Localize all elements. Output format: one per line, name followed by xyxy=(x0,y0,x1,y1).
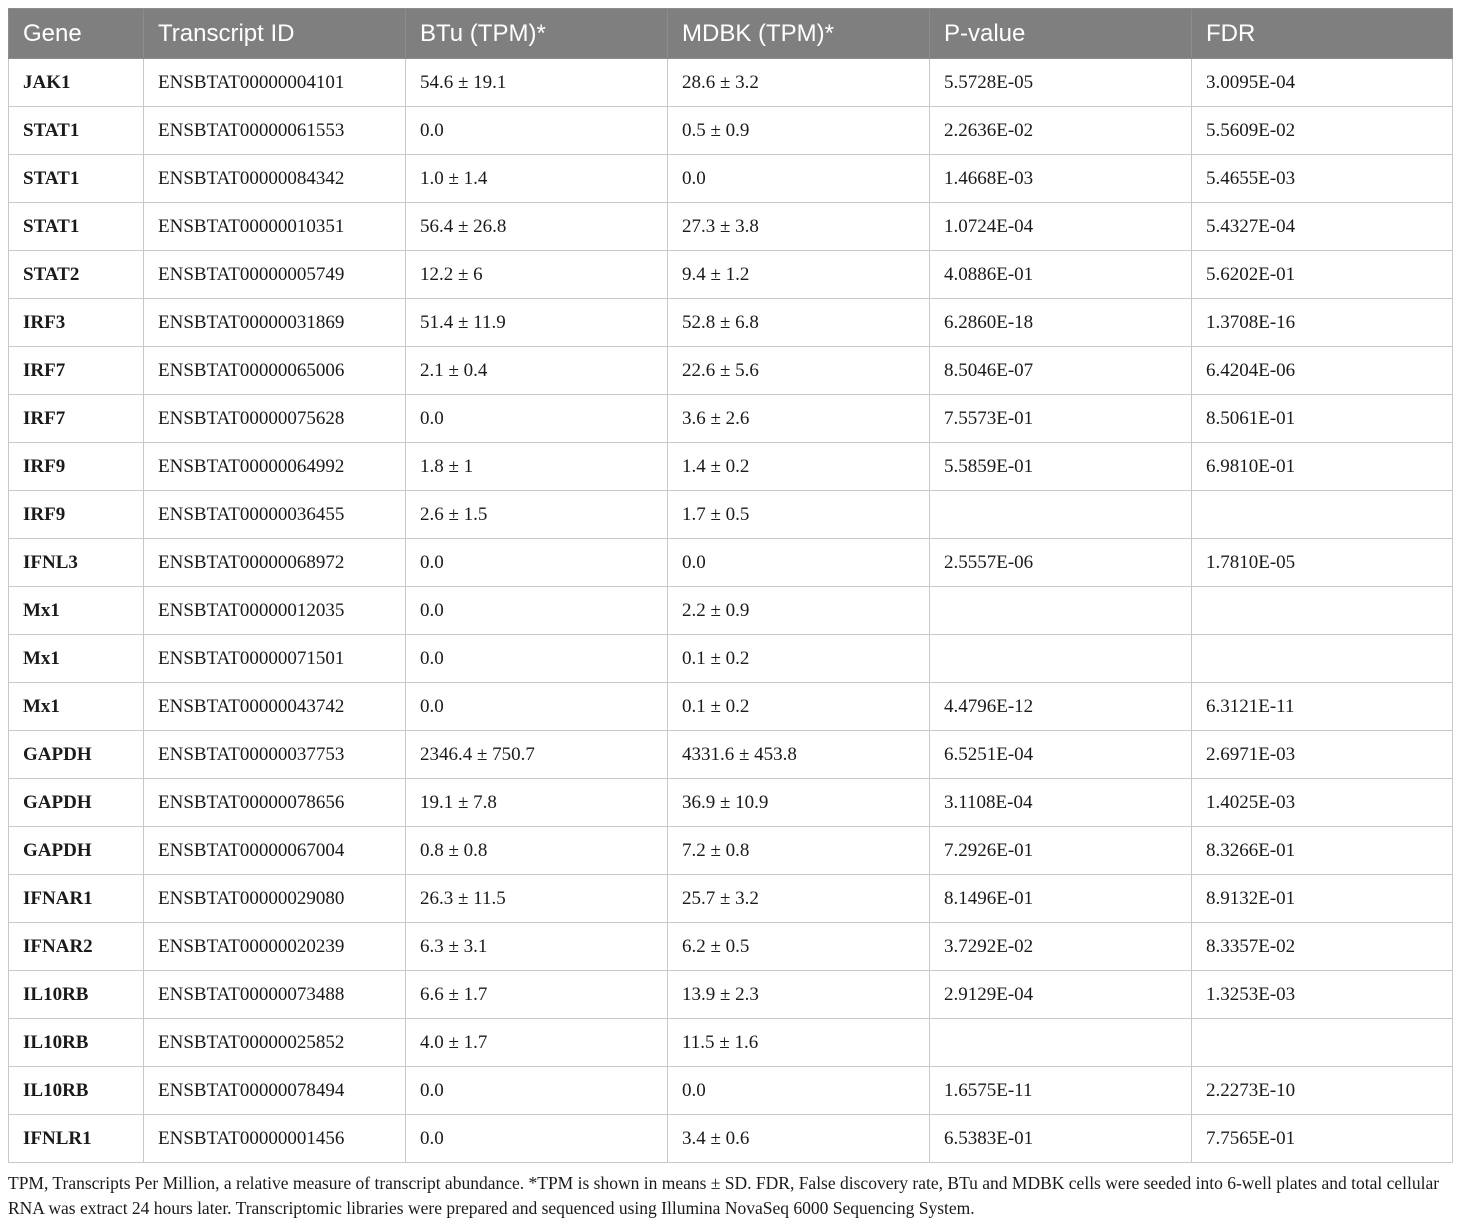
p-value-cell: 1.4668E-03 xyxy=(930,155,1192,203)
header-btu-tpm: BTu (TPM)* xyxy=(406,9,668,59)
fdr-cell xyxy=(1192,491,1453,539)
fdr-cell: 8.3357E-02 xyxy=(1192,923,1453,971)
btu-tpm-cell: 0.0 xyxy=(406,683,668,731)
header-fdr: FDR xyxy=(1192,9,1453,59)
btu-tpm-cell: 51.4 ± 11.9 xyxy=(406,299,668,347)
header-row xyxy=(9,9,1453,59)
table-row xyxy=(9,875,1453,923)
p-value-cell: 5.5859E-01 xyxy=(930,443,1192,491)
p-value-cell: 2.5557E-06 xyxy=(930,539,1192,587)
transcript-id-cell: ENSBTAT00000071501 xyxy=(144,635,406,683)
gene-cell: Mx1 xyxy=(9,635,144,683)
mdbk-tpm-cell: 1.7 ± 0.5 xyxy=(668,491,930,539)
gene-cell: IRF7 xyxy=(9,347,144,395)
gene-cell: IFNAR2 xyxy=(9,923,144,971)
p-value-cell: 8.1496E-01 xyxy=(930,875,1192,923)
btu-tpm-cell: 12.2 ± 6 xyxy=(406,251,668,299)
p-value-cell: 4.0886E-01 xyxy=(930,251,1192,299)
p-value-cell: 6.2860E-18 xyxy=(930,299,1192,347)
fdr-cell: 6.9810E-01 xyxy=(1192,443,1453,491)
p-value-cell: 6.5251E-04 xyxy=(930,731,1192,779)
fdr-cell: 8.5061E-01 xyxy=(1192,395,1453,443)
fdr-cell xyxy=(1192,587,1453,635)
gene-cell: IL10RB xyxy=(9,1067,144,1115)
transcript-id-cell: ENSBTAT00000005749 xyxy=(144,251,406,299)
transcript-id-cell: ENSBTAT00000064992 xyxy=(144,443,406,491)
fdr-cell: 5.4655E-03 xyxy=(1192,155,1453,203)
btu-tpm-cell: 19.1 ± 7.8 xyxy=(406,779,668,827)
table-row xyxy=(9,299,1453,347)
gene-cell: IRF9 xyxy=(9,491,144,539)
mdbk-tpm-cell: 3.4 ± 0.6 xyxy=(668,1115,930,1163)
fdr-cell: 1.4025E-03 xyxy=(1192,779,1453,827)
btu-tpm-cell: 2.1 ± 0.4 xyxy=(406,347,668,395)
mdbk-tpm-cell: 27.3 ± 3.8 xyxy=(668,203,930,251)
table-row xyxy=(9,971,1453,1019)
gene-cell: Mx1 xyxy=(9,683,144,731)
gene-cell: Mx1 xyxy=(9,587,144,635)
table-row xyxy=(9,251,1453,299)
transcript-id-cell: ENSBTAT00000025852 xyxy=(144,1019,406,1067)
p-value-cell: 8.5046E-07 xyxy=(930,347,1192,395)
transcript-id-cell: ENSBTAT00000001456 xyxy=(144,1115,406,1163)
mdbk-tpm-cell: 11.5 ± 1.6 xyxy=(668,1019,930,1067)
fdr-cell xyxy=(1192,1019,1453,1067)
fdr-cell: 5.5609E-02 xyxy=(1192,107,1453,155)
mdbk-tpm-cell: 2.2 ± 0.9 xyxy=(668,587,930,635)
table-row xyxy=(9,539,1453,587)
btu-tpm-cell: 2346.4 ± 750.7 xyxy=(406,731,668,779)
btu-tpm-cell: 0.0 xyxy=(406,539,668,587)
data-table xyxy=(8,8,1453,1163)
fdr-cell: 1.3708E-16 xyxy=(1192,299,1453,347)
transcript-id-cell: ENSBTAT00000073488 xyxy=(144,971,406,1019)
mdbk-tpm-cell: 52.8 ± 6.8 xyxy=(668,299,930,347)
transcript-id-cell: ENSBTAT00000043742 xyxy=(144,683,406,731)
gene-cell: IFNLR1 xyxy=(9,1115,144,1163)
mdbk-tpm-cell: 4331.6 ± 453.8 xyxy=(668,731,930,779)
table-body xyxy=(9,59,1453,1163)
fdr-cell: 7.7565E-01 xyxy=(1192,1115,1453,1163)
mdbk-tpm-cell: 13.9 ± 2.3 xyxy=(668,971,930,1019)
gene-cell: IFNAR1 xyxy=(9,875,144,923)
transcript-id-cell: ENSBTAT00000037753 xyxy=(144,731,406,779)
transcript-id-cell: ENSBTAT00000084342 xyxy=(144,155,406,203)
mdbk-tpm-cell: 3.6 ± 2.6 xyxy=(668,395,930,443)
table-row xyxy=(9,587,1453,635)
header-p-value: P-value xyxy=(930,9,1192,59)
fdr-cell: 6.3121E-11 xyxy=(1192,683,1453,731)
transcript-id-cell: ENSBTAT00000036455 xyxy=(144,491,406,539)
btu-tpm-cell: 6.3 ± 3.1 xyxy=(406,923,668,971)
p-value-cell: 5.5728E-05 xyxy=(930,59,1192,107)
table-row xyxy=(9,1067,1453,1115)
btu-tpm-cell: 0.0 xyxy=(406,1067,668,1115)
mdbk-tpm-cell: 28.6 ± 3.2 xyxy=(668,59,930,107)
table-row xyxy=(9,443,1453,491)
table-row xyxy=(9,827,1453,875)
table-row xyxy=(9,155,1453,203)
transcript-id-cell: ENSBTAT00000067004 xyxy=(144,827,406,875)
header-gene: Gene xyxy=(9,9,144,59)
table-row xyxy=(9,779,1453,827)
mdbk-tpm-cell: 7.2 ± 0.8 xyxy=(668,827,930,875)
gene-cell: STAT2 xyxy=(9,251,144,299)
table-row xyxy=(9,1115,1453,1163)
table-row xyxy=(9,683,1453,731)
table-row xyxy=(9,107,1453,155)
table-header xyxy=(9,9,1453,59)
transcript-id-cell: ENSBTAT00000010351 xyxy=(144,203,406,251)
table-row xyxy=(9,491,1453,539)
transcript-id-cell: ENSBTAT00000031869 xyxy=(144,299,406,347)
gene-cell: GAPDH xyxy=(9,779,144,827)
fdr-cell: 8.3266E-01 xyxy=(1192,827,1453,875)
mdbk-tpm-cell: 6.2 ± 0.5 xyxy=(668,923,930,971)
fdr-cell: 3.0095E-04 xyxy=(1192,59,1453,107)
fdr-cell: 5.6202E-01 xyxy=(1192,251,1453,299)
btu-tpm-cell: 1.0 ± 1.4 xyxy=(406,155,668,203)
fdr-cell xyxy=(1192,635,1453,683)
transcript-id-cell: ENSBTAT00000075628 xyxy=(144,395,406,443)
header-transcript-id: Transcript ID xyxy=(144,9,406,59)
mdbk-tpm-cell: 36.9 ± 10.9 xyxy=(668,779,930,827)
p-value-cell: 4.4796E-12 xyxy=(930,683,1192,731)
btu-tpm-cell: 0.8 ± 0.8 xyxy=(406,827,668,875)
p-value-cell: 1.0724E-04 xyxy=(930,203,1192,251)
table-row xyxy=(9,347,1453,395)
transcript-id-cell: ENSBTAT00000061553 xyxy=(144,107,406,155)
transcript-id-cell: ENSBTAT00000068972 xyxy=(144,539,406,587)
gene-cell: IFNL3 xyxy=(9,539,144,587)
btu-tpm-cell: 0.0 xyxy=(406,107,668,155)
gene-cell: IRF7 xyxy=(9,395,144,443)
table-row xyxy=(9,635,1453,683)
btu-tpm-cell: 0.0 xyxy=(406,635,668,683)
transcript-id-cell: ENSBTAT00000078494 xyxy=(144,1067,406,1115)
gene-cell: GAPDH xyxy=(9,731,144,779)
fdr-cell: 5.4327E-04 xyxy=(1192,203,1453,251)
table-row xyxy=(9,731,1453,779)
table-row xyxy=(9,203,1453,251)
p-value-cell: 3.1108E-04 xyxy=(930,779,1192,827)
table-row xyxy=(9,923,1453,971)
p-value-cell xyxy=(930,1019,1192,1067)
gene-cell: IRF3 xyxy=(9,299,144,347)
p-value-cell xyxy=(930,587,1192,635)
btu-tpm-cell: 1.8 ± 1 xyxy=(406,443,668,491)
p-value-cell: 7.5573E-01 xyxy=(930,395,1192,443)
mdbk-tpm-cell: 0.1 ± 0.2 xyxy=(668,635,930,683)
p-value-cell: 1.6575E-11 xyxy=(930,1067,1192,1115)
gene-cell: STAT1 xyxy=(9,107,144,155)
mdbk-tpm-cell: 22.6 ± 5.6 xyxy=(668,347,930,395)
mdbk-tpm-cell: 0.0 xyxy=(668,155,930,203)
gene-cell: IRF9 xyxy=(9,443,144,491)
fdr-cell: 8.9132E-01 xyxy=(1192,875,1453,923)
fdr-cell: 6.4204E-06 xyxy=(1192,347,1453,395)
transcript-id-cell: ENSBTAT00000004101 xyxy=(144,59,406,107)
mdbk-tpm-cell: 9.4 ± 1.2 xyxy=(668,251,930,299)
btu-tpm-cell: 0.0 xyxy=(406,395,668,443)
mdbk-tpm-cell: 0.5 ± 0.9 xyxy=(668,107,930,155)
transcript-id-cell: ENSBTAT00000012035 xyxy=(144,587,406,635)
mdbk-tpm-cell: 0.0 xyxy=(668,1067,930,1115)
table-container xyxy=(8,8,1452,1221)
mdbk-tpm-cell: 0.0 xyxy=(668,539,930,587)
header-mdbk-tpm: MDBK (TPM)* xyxy=(668,9,930,59)
btu-tpm-cell: 4.0 ± 1.7 xyxy=(406,1019,668,1067)
btu-tpm-cell: 26.3 ± 11.5 xyxy=(406,875,668,923)
transcript-id-cell: ENSBTAT00000020239 xyxy=(144,923,406,971)
transcript-id-cell: ENSBTAT00000078656 xyxy=(144,779,406,827)
mdbk-tpm-cell: 0.1 ± 0.2 xyxy=(668,683,930,731)
fdr-cell: 2.6971E-03 xyxy=(1192,731,1453,779)
fdr-cell: 2.2273E-10 xyxy=(1192,1067,1453,1115)
p-value-cell: 6.5383E-01 xyxy=(930,1115,1192,1163)
p-value-cell xyxy=(930,491,1192,539)
btu-tpm-cell: 2.6 ± 1.5 xyxy=(406,491,668,539)
gene-cell: JAK1 xyxy=(9,59,144,107)
btu-tpm-cell: 0.0 xyxy=(406,1115,668,1163)
mdbk-tpm-cell: 25.7 ± 3.2 xyxy=(668,875,930,923)
p-value-cell xyxy=(930,635,1192,683)
gene-cell: STAT1 xyxy=(9,203,144,251)
btu-tpm-cell: 6.6 ± 1.7 xyxy=(406,971,668,1019)
gene-cell: STAT1 xyxy=(9,155,144,203)
btu-tpm-cell: 54.6 ± 19.1 xyxy=(406,59,668,107)
table-row xyxy=(9,395,1453,443)
fdr-cell: 1.3253E-03 xyxy=(1192,971,1453,1019)
gene-cell: GAPDH xyxy=(9,827,144,875)
p-value-cell: 2.9129E-04 xyxy=(930,971,1192,1019)
mdbk-tpm-cell: 1.4 ± 0.2 xyxy=(668,443,930,491)
table-row xyxy=(9,1019,1453,1067)
fdr-cell: 1.7810E-05 xyxy=(1192,539,1453,587)
btu-tpm-cell: 56.4 ± 26.8 xyxy=(406,203,668,251)
gene-cell: IL10RB xyxy=(9,1019,144,1067)
transcript-id-cell: ENSBTAT00000029080 xyxy=(144,875,406,923)
table-footnote: TPM, Transcripts Per Million, a relative measure of transcript abundance. *TPM is shown in means ± SD. FDR, False discovery rate, BTu and MDBK cells were seeded into 6-well plates and total cellular RNA was extract 24 hours later. Transcriptomic libraries were prepared and sequenced using Illumina NovaSeq 6000 Sequencing System. xyxy=(8,1173,1440,1218)
p-value-cell: 2.2636E-02 xyxy=(930,107,1192,155)
p-value-cell: 3.7292E-02 xyxy=(930,923,1192,971)
transcript-id-cell: ENSBTAT00000065006 xyxy=(144,347,406,395)
table-row xyxy=(9,59,1453,107)
gene-cell: IL10RB xyxy=(9,971,144,1019)
btu-tpm-cell: 0.0 xyxy=(406,587,668,635)
p-value-cell: 7.2926E-01 xyxy=(930,827,1192,875)
